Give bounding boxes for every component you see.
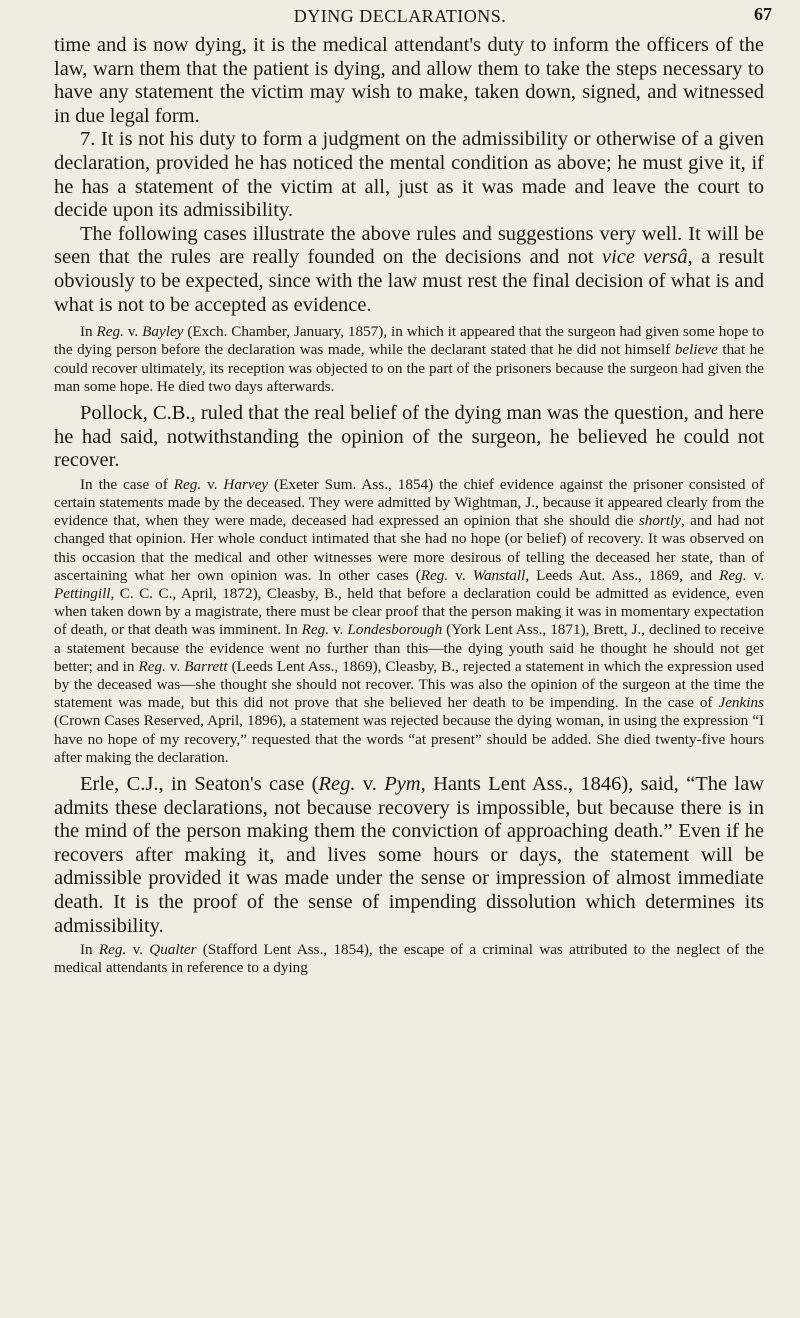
- paragraph-pollock-ruling: Pollock, C.B., ruled that the real belief of the dying man was the question, and here he had said, notwithstanding the opinion of the surgeon, he believed he could not recover.: [54, 401, 764, 472]
- paragraph-duty-to-inform: time and is now dying, it is the medical attendant's duty to inform the officers of the law, warn them that the patient is dying, and allow them to take the steps necessary to have any statement the victim may wish to make, taken down, signed, and witnessed in due legal form.: [54, 34, 764, 127]
- paragraph-case-harvey: In the case of Reg. v. Harvey (Exeter Sum. Ass., 1854) the chief evidence against the prisoner consisted of certain statements made by the deceased. They were admitted by Wightman, J., because it appeared clearly from the evidence that, when they were made, deceased had expressed an opinion that she should die shortly, and had not changed that opinion. Her whole conduct intimated that she had no hope (or belief) of recovery. It was observed on this occasion that the medical and other witnesses were more desirous of telling the deceased her state, than of ascertaining what her own opinion was. In other cases (Reg. v. Wanstall, Leeds Aut. Ass., 1869, and Reg. v. Pettingill, C. C. C., April, 1872), Cleasby, B., held that before a declaration could be admitted as evidence, even when taken down by a magistrate, there must be clear proof that the person making it was in momentary expectation of death, or that death was imminent. In Reg. v. Londesborough (York Lent Ass., 1871), Brett, J., declined to receive a statement because the evidence went no further than this—the dying youth said he thought he should not get better; and in Reg. v. Barrett (Leeds Lent Ass., 1869), Cleasby, B., rejected a statement in which the expression used by the deceased was—she thought she should not recover. This was also the opinion of the surgeon at the time the statement was made, but this did not prove that she believed her death to be impending. In the case of Jenkins (Crown Cases Reserved, April, 1896), a statement was rejected because the dying woman, in using the expression “I have no hope of my recovery,” requested that the words “at present” should be added. She died twenty-five hours after making the declaration.: [54, 475, 765, 766]
- paragraph-cases-intro: The following cases illustrate the above rules and suggestions very well. It will be seen that the rules are really founded on the decisions and not vice versâ, a result obviously to be expected, since with the law must rest the final decision of what is and what is not to be accepted as evidence.: [54, 222, 764, 316]
- running-title: DYING DECLARATIONS.: [293, 6, 507, 26]
- paragraph-case-qualter: In Reg. v. Qualter (Stafford Lent Ass., 1854), the escape of a criminal was attributed to the neglect of the medical attendants in reference to a dying: [54, 941, 764, 977]
- body-text: [54, 34, 764, 978]
- paragraph-erle-seaton: Erle, C.J., in Seaton's case (Reg. v. Pym, Hants Lent Ass., 1846), said, “The law admits these declarations, not because recovery is impossible, but because there is in the mind of the person making them the conviction of approaching death.” Even if he recovers after making it, and lives some hours or days, the statement will be admissible provided it was made under the sense or impression of almost immediate death. It is the proof of the sense of impending dissolution which determines its admissibility.: [54, 772, 765, 937]
- page-number: 67: [754, 4, 772, 24]
- paragraph-case-bayley: In Reg. v. Bayley (Exch. Chamber, January, 1857), in which it appeared that the surgeon had given some hope to the dying person before the declaration was made, while the declarant stated that he did not himself believe that he could recover ultimately, its reception was objected to on the part of the prisoners because the surgeon had given the man some hope. He died two days afterwards.: [54, 323, 765, 395]
- paragraph-rule-7: 7. It is not his duty to form a judgment on the admissibility or otherwise of a given declaration, provided he has noticed the mental condition as above; he must give it, if he has a statement of the victim at all, just as it was made and leave the court to decide upon its admissibility.: [54, 128, 764, 222]
